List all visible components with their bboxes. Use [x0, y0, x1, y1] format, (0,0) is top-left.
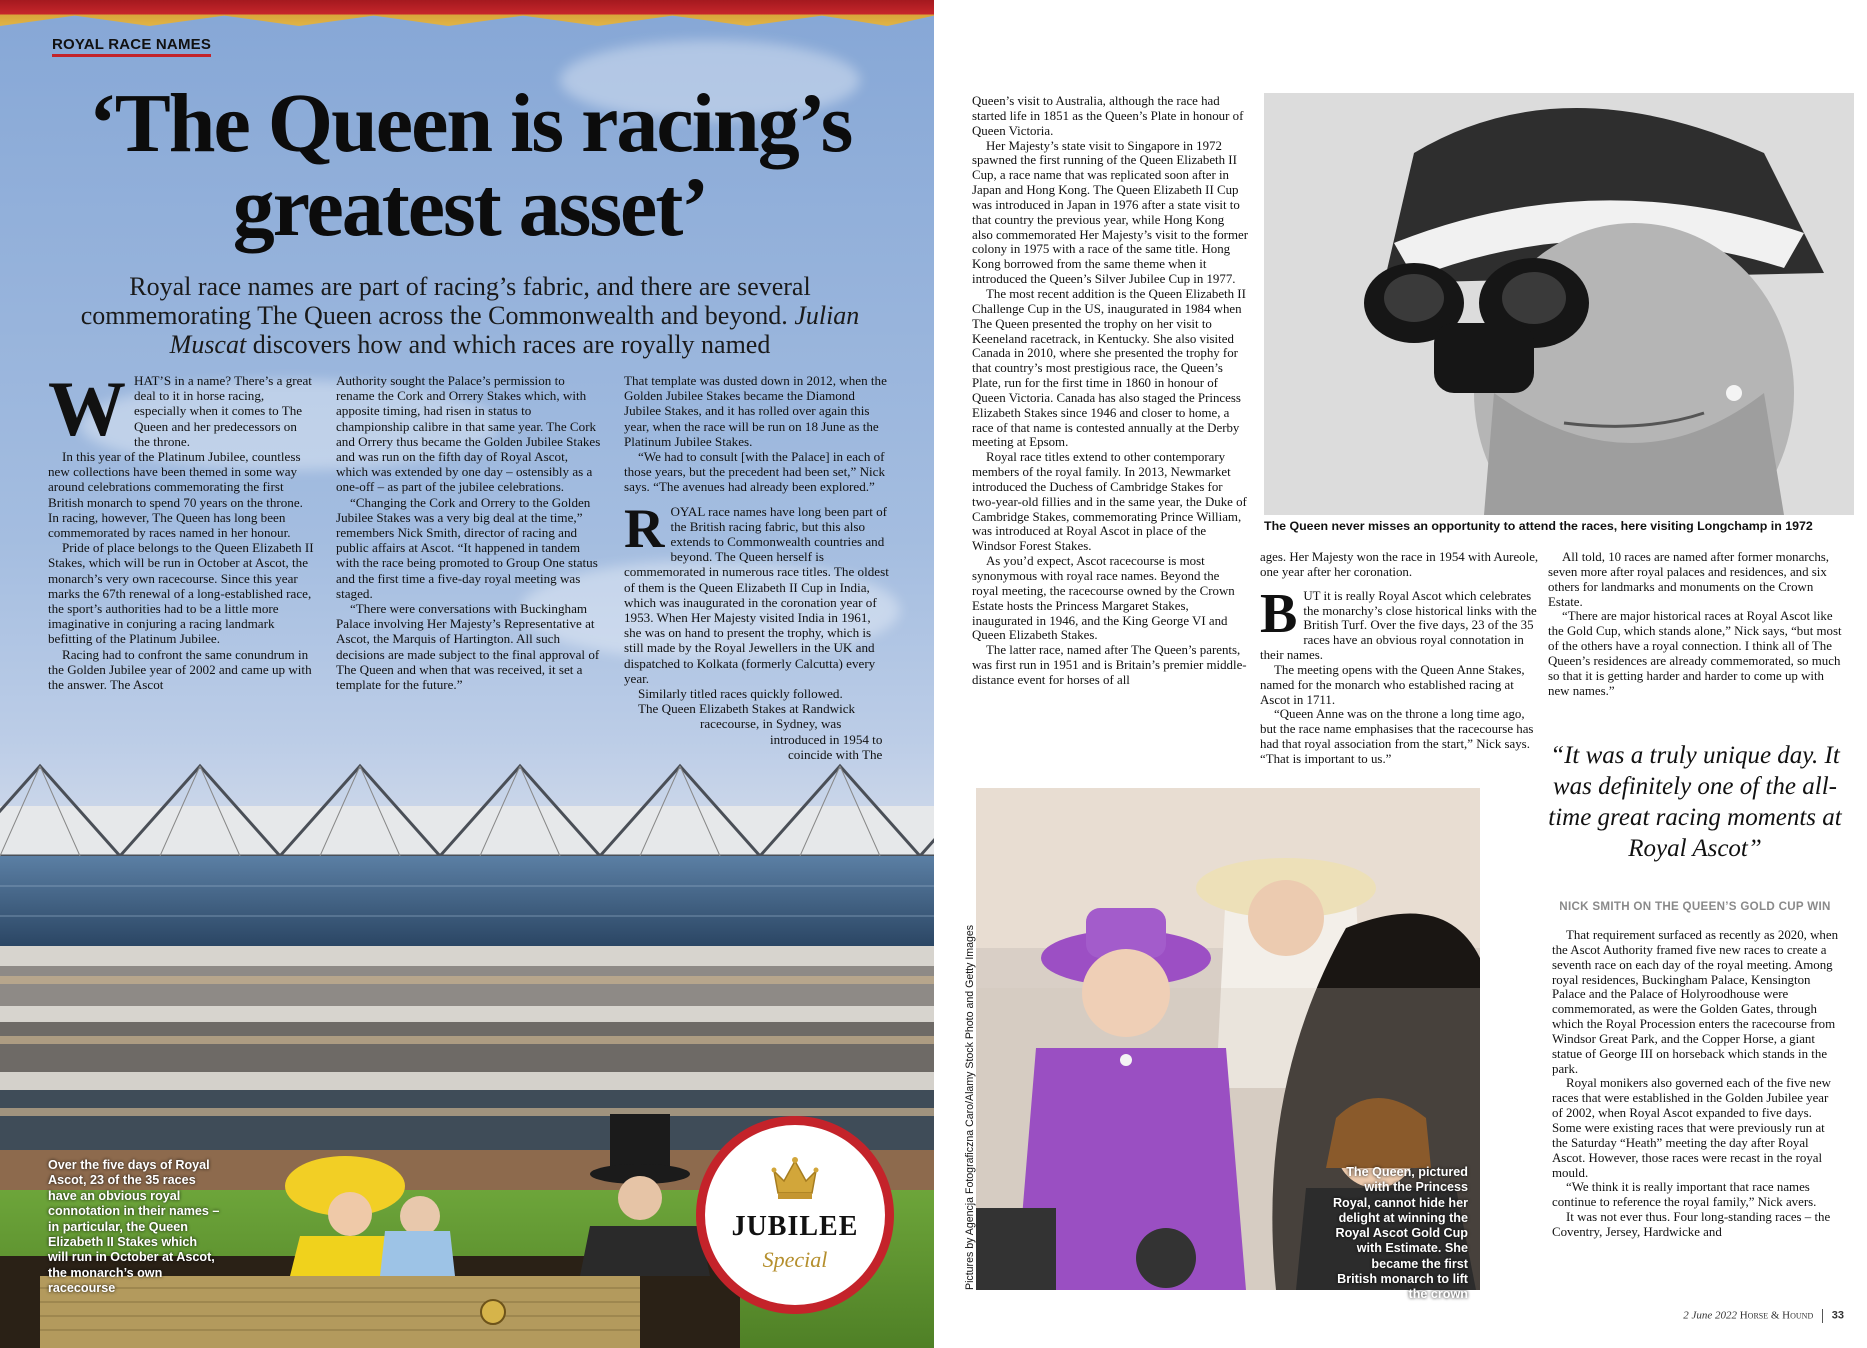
standfirst-tail: discovers how and which races are royally named	[246, 330, 771, 359]
drop-cap: W	[48, 365, 126, 452]
paragraph: “There were conversations with Buckingham Palace involving Her Majesty’s Representative at Ascot, the Marquis of Hartington. All such decisions are made subject to the final approval of The Queen and when that was received, it set a template for the future.”	[336, 601, 600, 693]
paragraph-text: HAT’S in a name? There’s a great deal to it in horse racing, especially when it comes to The Queen and her predecessors on the throne.	[134, 373, 312, 449]
jubilee-badge	[696, 1116, 894, 1314]
paragraph: The latter race, named after The Queen’s parents, was first run in 1951 and is Britain’s premier middle-distance event for horses of all	[972, 643, 1247, 687]
magazine-name: Horse & Hound	[1739, 1309, 1814, 1322]
right-page	[934, 0, 1867, 1348]
badge-inner	[705, 1125, 885, 1305]
paragraph-text: UT it is really Royal Ascot which celebrates the monarchy’s close historical links with the British Turf. Over the five days, 23 of the 35 races have an obvious royal connotation in their names.	[1260, 588, 1537, 663]
body-column-4	[972, 94, 1248, 688]
paragraph: As you’d expect, Ascot racecourse is most synonymous with royal race names. Beyond the royal meeting, the racecourse owned by the Crown Estate hosts the Princess Margaret Stakes, inaugurated in 1946, and the King George VI and Queen Elizabeth Stakes.	[972, 554, 1235, 643]
paragraph-line: introduced in 1954 to	[770, 731, 883, 747]
body-column-2	[336, 373, 602, 692]
standfirst	[60, 272, 880, 359]
paragraph	[1260, 582, 1542, 663]
paragraph-line: coincide with The	[788, 746, 883, 762]
body-column-7	[1552, 928, 1842, 1240]
paragraph: The meeting opens with the Queen Anne Stakes, named for the monarch who established racing at Ascot in 1711.	[1260, 662, 1525, 707]
photo-caption: The Queen, pictured with the Princess Royal, cannot hide her delight at winning the Royal Ascot Gold Cup with Estimate. She became the first British monarch to lift the crown	[1332, 1165, 1468, 1302]
paragraph: Racing had to confront the same conundrum in the Golden Jubilee year of 2002 and came up with the answer. The Ascot	[48, 646, 312, 693]
body-column-5	[1260, 550, 1542, 767]
folio	[1594, 1309, 1844, 1323]
paragraph: “There are major historical races at Royal Ascot like the Gold Cup, which stands alone,” Nick says, “but most of the others have a royal connection. I think all of The Queen’s residences are already commemorated, so much so that it is getting harder and harder to come up with new names.”	[1548, 609, 1842, 698]
paragraph: Pride of place belongs to the Queen Elizabeth II Stakes, which will be run in October at Ascot, the monarch’s very own racecourse. Since this year marks the 67th renewal of a long-established race, the sport’s authorities had to be a little more imaginative in conjuring a racing landmark befitting of the Platinum Jubilee.	[48, 540, 314, 647]
drop-cap: R	[624, 497, 665, 560]
section-label: ROYAL RACE NAMES	[52, 36, 211, 57]
paragraph: Her Majesty’s state visit to Singapore in 1972 spawned the first running of the Queen Elizabeth II Cup, a race name that was replicated soon after in Japan and Hong Kong. The Queen Elizabeth II Cup was introduced in Japan in 1976 after a state visit to that country the previous year, while Hong Kong also commemorated Her Majesty’s visit to the former colony in 1975 with a race of the same title. Hong Kong borrowed from the same theme when it introduced the Queen’s Silver Jubilee Cup in 1977.	[972, 138, 1249, 287]
paragraph	[624, 497, 890, 686]
paragraph: It was not ever thus. Four long-standing races – the Coventry, Jersey, Hardwicke and	[1552, 1210, 1831, 1239]
paragraph: Authority sought the Palace’s permission to rename the Cork and Orrery Stakes which, with apposite timing, had risen in status to championship calibre in that same year. The Cork and Orrery thus became the Golden Jubilee Stakes and was run on the fifth day of Royal Ascot, which was extended by one day – ostensibly as a one-off – as part of the jubilee celebrations.	[336, 373, 601, 495]
photo-caption: The Queen never misses an opportunity to attend the races, here visiting Longchamp in 1972	[1264, 519, 1813, 533]
pull-quote: “It was a truly unique day. It was definitely one of the all-time great racing moments at Royal Ascot”	[1548, 742, 1842, 862]
crown-icon	[770, 1155, 820, 1201]
byline: Julian Muscat	[169, 301, 860, 359]
photo-caption: Over the five days of Royal Ascot, 23 of the 35 races have an obvious royal connotation in their names – in particular, the Queen Elizabeth II Stakes which will run in October at Ascot, the monarch’s own racecourse	[48, 1158, 220, 1296]
paragraph: All told, 10 races are named after former monarchs, seven more after royal palaces and residences, and six others for landmarks and monuments on the Crown Estate.	[1548, 550, 1830, 609]
paragraph: Royal monikers also governed each of the five new races that were established in the Golden Jubilee year of 2002, when Royal Ascot expanded to five days. Some were existing races that were previously run at the Saturday “Heath” meeting the day after Royal Ascot. However, those races were recast in the royal mould.	[1552, 1076, 1831, 1180]
paragraph: That requirement surfaced as recently as 2020, when the Ascot Authority framed five new races to create a seventh race on each day of the royal meeting. Among royal residences, Buckingham Palace, Kensington Palace and the Palace of Holyroodhouse were commemorated, as were the Golden Gates, through which the Royal Procession enters the racecourse from Windsor Great Park, and the Copper Horse, a giant statue of George III on horseback which stands in the park.	[1552, 928, 1839, 1076]
paragraph: “We think it is really important that race names continue to reference the royal family,” Nick avers.	[1552, 1180, 1817, 1210]
body-column-6	[1548, 550, 1844, 698]
jubilee-sub: Special	[762, 1247, 828, 1272]
paragraph-text: OYAL race names have long been part of the British racing fabric, but this also extends to Commonwealth countries and beyond. The Queen herself is commemorated in numerous race titles. The oldest of them is the Queen Elizabeth II Cup in India, which was inaugurated in the coronation year of 1953. When Her Majesty visited India in 1961, she was on hand to present the trophy, which is still made by the Royal Jewellers in the UK and dispatched to Kolkata (formerly Calcutta) every year.	[624, 503, 889, 686]
photo-credit: Pictures by Agencja Fotograficzna Caro/Alamy Stock Photo and Getty Images	[964, 924, 976, 1290]
paragraph: ages. Her Majesty won the race in 1954 with Aureole, one year after her coronation.	[1260, 550, 1539, 579]
folio-divider	[1822, 1309, 1823, 1323]
jubilee-word: JUBILEE	[731, 1211, 859, 1242]
drop-cap: B	[1260, 582, 1298, 645]
pull-quote-attribution: NICK SMITH ON THE QUEEN’S GOLD CUP WIN	[1559, 900, 1831, 913]
page-number: 33	[1831, 1309, 1844, 1322]
paragraph	[48, 365, 314, 452]
paragraph: That template was dusted down in 2012, when the Golden Jubilee Stakes became the Diamond Jubilee Stakes, and it has rolled over again this year, when the race will be run on 18 June as the Platinum Jubilee Stakes.	[624, 373, 887, 449]
paragraph: “Changing the Cork and Orrery to the Golden Jubilee Stakes was a very big deal at the time,” remembers Nick Smith, director of racing and public affairs at Ascot. “It happened in tandem with the race being promoted to Group One status and the first time a five-day royal meeting was staged.	[336, 494, 598, 601]
issue-date: 2 June 2022	[1683, 1309, 1737, 1322]
headline-line-1: ‘The Queen is racing’s	[88, 77, 852, 170]
paragraph: In this year of the Platinum Jubilee, countless new collections have been themed in some way around celebrations commemorating the first British monarch to spend 70 years on the throne. In racing, however, The Queen has long been commemorated by races named in her honour.	[48, 449, 303, 541]
body-column-1	[48, 365, 314, 693]
paragraph: “We had to consult [with the Palace] in each of those years, but the precedent had been set,” Nick says. “The avenues had already been explored.”	[624, 449, 886, 495]
body-column-3	[624, 373, 890, 762]
headline-line-2: greatest asset’	[232, 161, 708, 254]
paragraph-line: racecourse, in Sydney, was	[700, 716, 842, 732]
headline	[20, 77, 920, 254]
paragraph: The most recent addition is the Queen Elizabeth II Challenge Cup in the US, inaugurated in 1984 when The Queen presented the trophy on her visit to Keeneland racetrack, in Kentucky. She also visited Canada in 2010, where she presented the trophy for that country’s most prestigious race, the Queen’s Plate, run for the first time in 1860 in honour of Queen Victoria. Canada has also staged the Princess Elizabeth Stakes since 1946 and closer to home, a race of that name is contested annually at the Derby meeting at Epsom.	[972, 286, 1246, 450]
paragraph: Royal race titles extend to other contemporary members of the royal family. In 2013, Newmarket introduced the Duchess of Cambridge Stakes for two-year-old fillies and in the same year, the Duke of Cambridge Stakes, commemorating Prince William, was introduced at Royal Ascot in place of the Windsor Forest Stakes.	[972, 450, 1247, 554]
paragraph: Queen’s visit to Australia, although the race had started life in 1851 as the Queen’s Plate in honour of Queen Victoria.	[972, 94, 1244, 138]
paragraph: The Queen Elizabeth Stakes at Randwick	[638, 701, 856, 717]
paragraph: Similarly titled races quickly followed.	[638, 686, 843, 702]
standfirst-text: Royal race names are part of racing’s fabric, and there are several commemorating The Queen across the Commonwealth and beyond.	[80, 272, 811, 330]
binoculars-photo	[1264, 93, 1854, 515]
paragraph: “Queen Anne was on the throne a long time ago, but the race name emphasises that the racecourse has had that royal association from the start,” Nick says. “That is important to us.”	[1260, 707, 1534, 766]
